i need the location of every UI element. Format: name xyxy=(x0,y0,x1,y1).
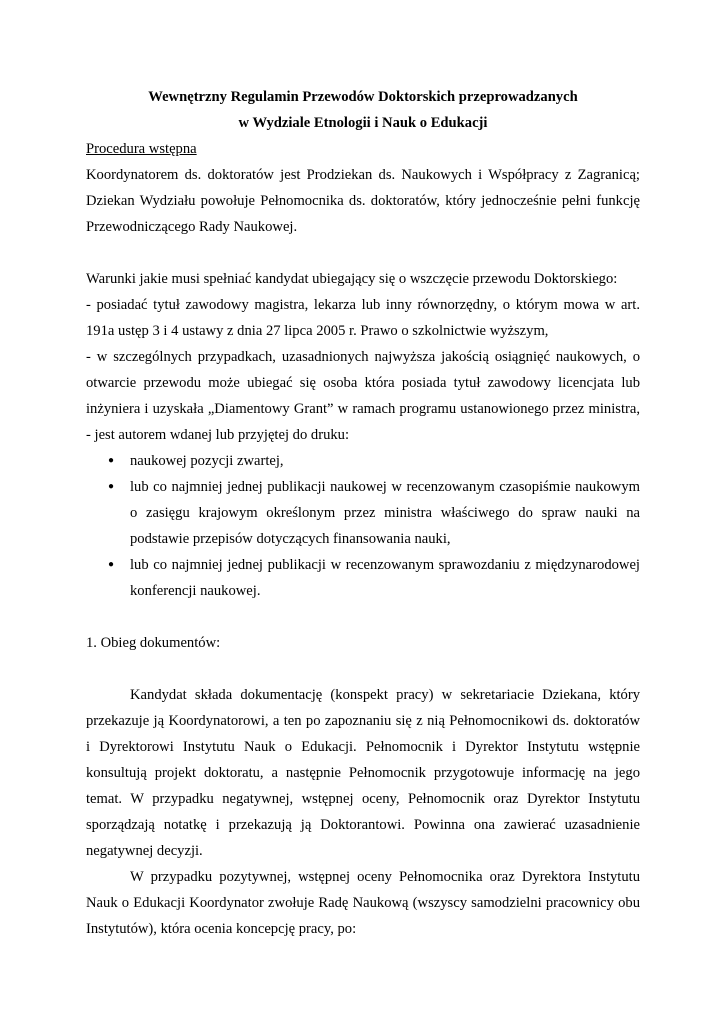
section-heading-document-flow: 1. Obieg dokumentów: xyxy=(86,635,221,651)
conditions-line-2: 191a ustęp 3 i 4 ustawy z dnia 27 lipca 2005 r. Prawo o szkolnictwie wyższym, xyxy=(86,323,549,339)
bullet-1-line-1: naukowej pozycji zwartej, xyxy=(130,453,284,469)
para1-line-5: temat. W przypadku negatywnej, wstępnej oceny, Pełnomocnik oraz Dyrektor Instytutu xyxy=(86,791,640,807)
bullet-2-line-2: o zasięgu krajowym określonym przez ministra właściwego do spraw nauki na xyxy=(130,505,640,521)
document-page xyxy=(86,84,640,942)
conditions-lead: Warunki jakie musi spełniać kandydat ubiegający się o wszczęcie przewodu Doktorskiego: xyxy=(86,271,618,287)
para1-line-6: sporządzają notatkę i przekazują ją Doktorantowi. Powinna ona zawierać uzasadnienie xyxy=(86,817,640,833)
bullet-2-line-3: podstawie przepisów dotyczących finansowania nauki, xyxy=(130,531,451,547)
para1-line-2: przekazuje ją Koordynatorowi, a ten po zapoznaniu się z nią Pełnomocnikowi ds. doktoratów xyxy=(86,713,640,729)
para2-line-3: Instytutów), która ocenia koncepcję pracy, po: xyxy=(86,921,357,937)
bullet-dot-icon: ● xyxy=(108,455,115,466)
section-heading-procedure: Procedura wstępna xyxy=(86,141,197,157)
bullet-2-line-1: lub co najmniej jednej publikacji naukowej w recenzowanym czasopiśmie naukowym xyxy=(130,479,640,495)
bullet-3-line-1: lub co najmniej jednej publikacji w recenzowanym sprawozdaniu z międzynarodowej xyxy=(130,557,640,573)
intro-line-2: Dziekan Wydziału powołuje Pełnomocnika ds. doktoratów, który jednocześnie pełni funkcję xyxy=(86,193,640,209)
bullet-dot-icon: ● xyxy=(108,481,115,492)
para1-line-7: negatywnej decyzji. xyxy=(86,843,203,859)
conditions-line-4: otwarcie przewodu może ubiegać się osoba która posiada tytuł zawodowy licencjata lub xyxy=(86,375,640,391)
spacer xyxy=(86,240,640,266)
bullet-item-2 xyxy=(86,474,640,552)
intro-line-1: Koordynatorem ds. doktoratów jest Prodziekan ds. Naukowych i Współpracy z Zagranicą; xyxy=(86,167,640,183)
intro-line-3: Przewodniczącego Rady Naukowej. xyxy=(86,219,298,235)
bullet-item-1 xyxy=(86,448,640,474)
document-title-line-2: w Wydziale Etnologii i Nauk o Edukacji xyxy=(238,115,488,131)
conditions-line-1: - posiadać tytuł zawodowy magistra, lekarza lub inny równorzędny, o którym mowa w art. xyxy=(86,297,640,313)
para1-line-4: konsultują projekt doktoratu, a następnie Pełnomocnik przygotowuje informację na jego xyxy=(86,765,640,781)
conditions-line-5: inżyniera i uzyskała „Diamentowy Grant” w ramach programu ustanowionego przez ministra, xyxy=(86,401,640,417)
bullet-dot-icon: ● xyxy=(108,559,115,570)
document-title-line-1: Wewnętrzny Regulamin Przewodów Doktorskich przeprowadzanych xyxy=(148,89,578,105)
conditions-line-6: - jest autorem wdanej lub przyjętej do druku: xyxy=(86,427,350,443)
para1-line-1: Kandydat składa dokumentację (konspekt pracy) w sekretariacie Dziekana, który xyxy=(130,687,640,703)
para2-line-1: W przypadku pozytywnej, wstępnej oceny Pełnomocnika oraz Dyrektora Instytutu xyxy=(130,869,640,885)
spacer xyxy=(86,604,640,630)
para1-line-3: i Dyrektorowi Instytutu Nauk o Edukacji. Pełnomocnik i Dyrektor Instytutu wstępnie xyxy=(86,739,640,755)
bullet-item-3 xyxy=(86,552,640,604)
conditions-line-3: - w szczególnych przypadkach, uzasadnionych najwyższa jakością osiągnięć naukowych, o xyxy=(86,349,640,365)
spacer xyxy=(86,656,640,682)
para2-line-2: Nauk o Edukacji Koordynator zwołuje Radę Naukową (wszyscy samodzielni pracownicy obu xyxy=(86,895,640,911)
bullet-3-line-2: konferencji naukowej. xyxy=(130,583,261,599)
